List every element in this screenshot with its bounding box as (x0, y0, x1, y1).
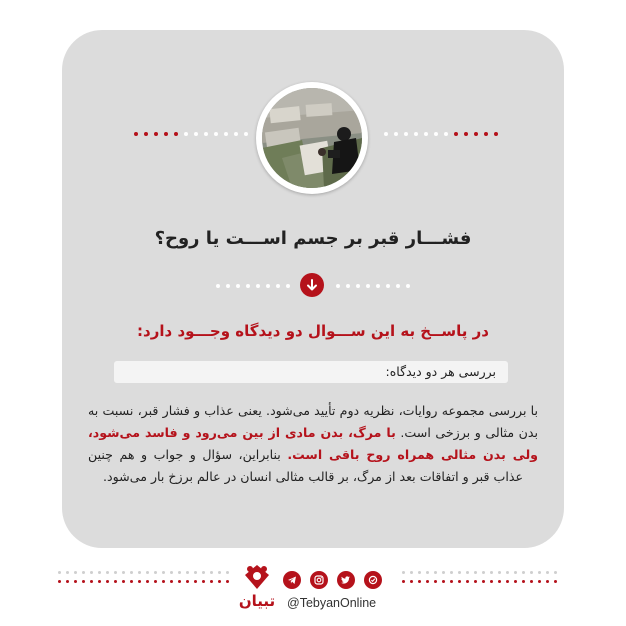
arrow-down-icon (306, 279, 318, 291)
aparat-icon (368, 575, 378, 585)
telegram-link[interactable] (283, 571, 301, 589)
cemetery-photo-frame (256, 82, 368, 194)
social-handle: @TebyanOnline (287, 596, 377, 610)
instagram-link[interactable] (310, 571, 328, 589)
section-label: بررسی هر دو دیدگاه: (385, 364, 496, 379)
twitter-icon (341, 575, 351, 585)
cemetery-photo (262, 88, 362, 188)
instagram-icon (314, 575, 324, 585)
scroll-down-button[interactable] (300, 273, 324, 297)
right-dots-decoration (384, 132, 498, 136)
body-text-part2: بنابراین، سؤال و جواب و هم چنین عذاب قبر و اتفاقات بعد از مرگ، بر قالب مثالی انسان در عالم برزخ بار می‌شود. (88, 447, 523, 484)
section-subtitle: در پاســخ به این ســـوال دو دیدگاه وجـــود دارد: (137, 322, 489, 340)
tebyan-logo-icon (240, 563, 274, 593)
brand-name: تبیان (238, 592, 276, 610)
body-paragraph (88, 400, 538, 488)
aparat-link[interactable] (364, 571, 382, 589)
footer-left-dots (58, 580, 229, 583)
telegram-icon (287, 575, 297, 585)
footer-right-dots (402, 580, 557, 583)
left-dots-decoration (134, 132, 248, 136)
page-title: فشـــار قبر بر جسم اســـت یا روح؟ (154, 228, 472, 249)
body-text-part1: با بررسی مجموعه روایات، نظریه دوم تأیید می‌شود. یعنی عذاب و فشار قبر، نسبت به بدن مثالی و برزخی است. (88, 403, 539, 440)
body-text-highlight: با مرگ، بدن مادی از بین می‌رود و فاسد می‌شود، ولی بدن مثالی همراه روح باقی است. (88, 425, 538, 462)
left-middle-dots (216, 284, 290, 288)
twitter-link[interactable] (337, 571, 355, 589)
section-label-bar (114, 361, 508, 383)
footer-right-dots-light (402, 571, 557, 574)
right-middle-dots (336, 284, 410, 288)
footer-left-dots-light (58, 571, 229, 574)
